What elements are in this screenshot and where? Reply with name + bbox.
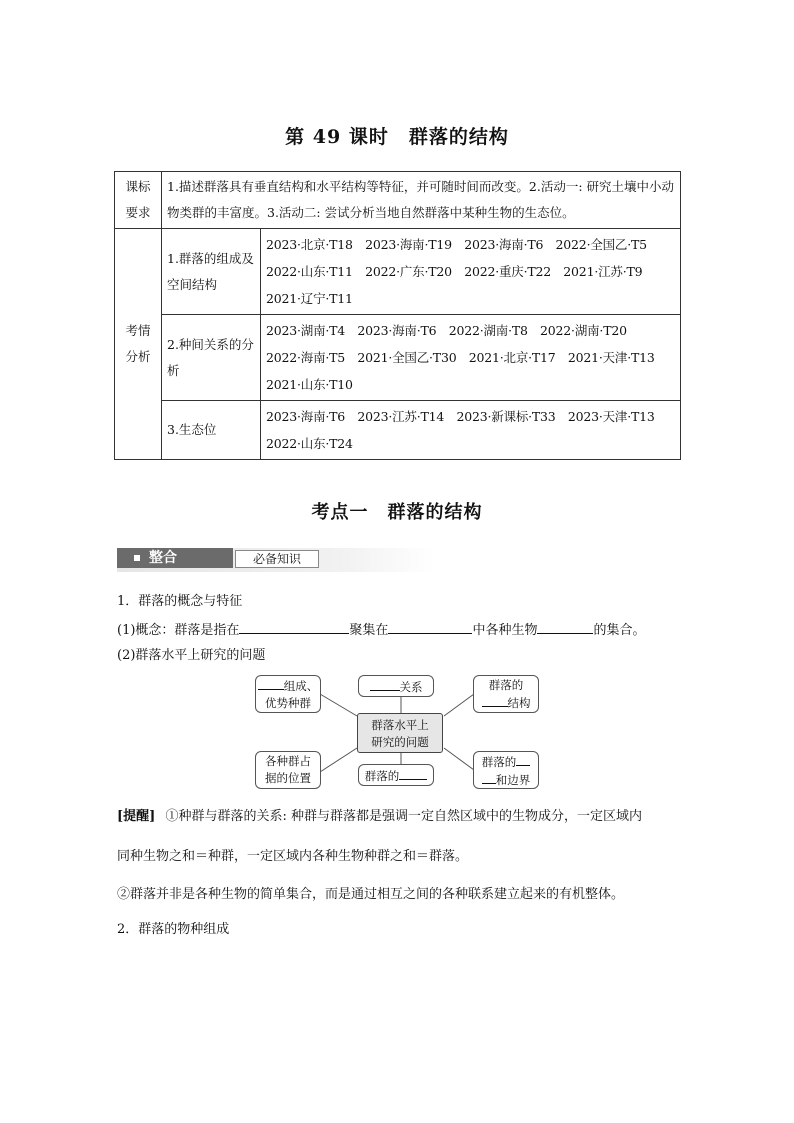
ref-line: 2021·山东·T10	[266, 377, 353, 392]
diagram-node-position: 各种群占 据的位置	[255, 751, 321, 789]
ref-line: 2022·山东·T24	[266, 436, 353, 451]
ref-line: 2023·北京·T18 2023·海南·T19 2023·海南·T6 2022·全国乙·T5	[266, 237, 647, 252]
diagram-node-composition: 组成、 优势种群	[255, 675, 321, 713]
node-blank[interactable]	[516, 753, 530, 766]
topic-name: 3.生态位	[162, 401, 261, 460]
connector-line	[444, 748, 474, 770]
diagram-node-boundary: 群落的 和边界	[473, 751, 539, 789]
node-blank[interactable]	[399, 767, 427, 780]
diagram-node-community: 群落的	[358, 764, 434, 786]
tip-line-3: ②群落并非是各种生物的简单集合，而是通过相互之间的各种联系建立起来的有机整体。	[117, 887, 625, 902]
concept-mid2: 中各种生物	[472, 623, 538, 638]
diagram-center-node: 群落水平上 研究的问题	[357, 713, 443, 753]
ref-line: 2022·海南·T5 2021·全国乙·T30 2021·北京·T17 2021·天津·T13	[266, 350, 655, 365]
item3-heading: 2．群落的物种组成	[117, 922, 230, 937]
concept-suffix: 的集合。	[593, 623, 646, 638]
concept-mid1: 聚集在	[349, 623, 389, 638]
tip-line-1: [提醒] ①种群与群落的关系: 种群与群落都是强调一定自然区域中的生物成分，一定区域内	[117, 809, 642, 824]
node-blank[interactable]	[370, 678, 400, 691]
ref-line: 2022·山东·T11 2022·广东·T20 2022·重庆·T22 2021·江苏·T9	[266, 264, 643, 279]
page-title: 第 49 课时 群落的结构	[285, 126, 509, 148]
topic-name: 1.群落的组成及空间结构	[162, 229, 261, 315]
connector-line	[320, 748, 357, 772]
ref-line: 2023·湖南·T4 2023·海南·T6 2022·湖南·T8 2022·湖南·T20	[266, 323, 627, 338]
node-blank[interactable]	[482, 694, 508, 707]
diagram-node-relation: 关系	[358, 675, 434, 697]
standard-label: 课标要求	[115, 172, 162, 229]
node-blank[interactable]	[482, 771, 496, 784]
connector-line	[444, 694, 474, 716]
section-title: 考点一 群落的结构	[311, 502, 483, 523]
connector-line	[320, 694, 357, 716]
exam-label: 考情分析	[115, 229, 162, 460]
node-blank[interactable]	[258, 677, 284, 690]
banner-sub-label: 必备知识	[235, 550, 319, 568]
concept-prefix: (1)概念：群落是指在	[117, 623, 240, 638]
banner-main-label: 整合	[149, 550, 177, 566]
item1-heading: 1．群落的概念与特征	[117, 594, 243, 609]
tip-label: [提醒]	[117, 809, 156, 824]
diagram-node-structure: 群落的 结构	[473, 675, 539, 713]
topic-name: 2.种间关系的分析	[162, 315, 261, 401]
tip-line-2: 同种生物之和＝种群，一定区域内各种生物种群之和＝群落。	[117, 849, 469, 864]
standard-text: 1.描述群落具有垂直结构和水平结构等特征，并可随时间而改变。2.活动一: 研究土壤中小动物类群的丰富度。3.活动二: 尝试分析当地自然群落中某种生物的生态位。	[162, 172, 681, 229]
ref-line: 2021·辽宁·T11	[266, 291, 353, 306]
ref-line: 2023·海南·T6 2023·江苏·T14 2023·新课标·T33 2023·天津·T13	[266, 409, 655, 424]
item2-heading: (2)群落水平上研究的问题	[117, 648, 266, 663]
